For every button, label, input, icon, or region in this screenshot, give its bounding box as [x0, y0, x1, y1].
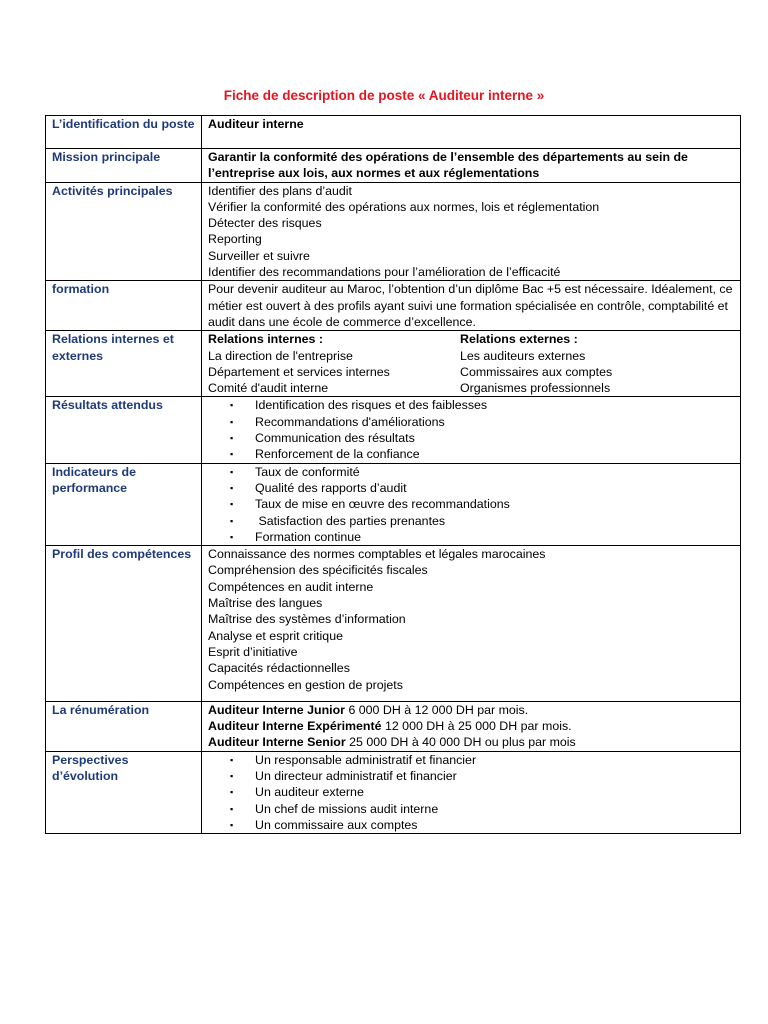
list-item: ▪ Un responsable administratif et financier	[230, 752, 477, 767]
list-item: ▪ Un commissaire aux comptes	[230, 817, 418, 832]
list-item: ▪ Un chef de missions audit interne	[230, 801, 439, 816]
row-value: Auditeur interne	[202, 116, 741, 149]
bullet-list	[208, 464, 734, 545]
row-label: formation	[46, 281, 202, 331]
row-label: Résultats attendus	[46, 397, 202, 463]
row-value	[202, 701, 741, 751]
row-label: L’identification du poste	[46, 116, 202, 149]
bullet-icon: ▪	[230, 819, 234, 830]
row-formation	[46, 281, 741, 331]
list-item: Connaissance des normes comptables et légales marocaines	[208, 547, 546, 562]
bullet-icon: ▪	[230, 433, 234, 444]
list-item: Compétences en gestion de projets	[208, 677, 403, 692]
bullet-icon: ▪	[230, 787, 234, 798]
bullet-icon: ▪	[230, 531, 234, 542]
relations-grid	[208, 331, 734, 396]
bullet-icon: ▪	[230, 416, 234, 427]
list-item: Vérifier la conformité des opérations aux normes, lois et réglementation	[208, 199, 600, 214]
row-label: Relations internes et externes	[46, 331, 202, 397]
row-value	[202, 397, 741, 463]
list-item: Compréhension des spécificités fiscales	[208, 563, 428, 578]
salary-line: Auditeur Interne Senior 25 000 DH à 40 000 DH ou plus par mois	[208, 735, 576, 750]
bullet-icon: ▪	[230, 449, 234, 460]
row-value: Pour devenir auditeur au Maroc, l’obtention d’un diplôme Bac +5 est nécessaire. Idéalement, ce métier est ouvert à des profils ayant suivi une formation spécialisée en contrôle, comptabilité et audit dans une école de commerce d’excellence.	[202, 281, 741, 331]
list-item: ▪ Communication des résultats	[230, 431, 415, 446]
bullet-icon: ▪	[230, 482, 234, 493]
list-item: Les auditeurs externes	[460, 348, 586, 363]
list-item: Compétences en audit interne	[208, 579, 374, 594]
bullet-icon: ▪	[230, 515, 234, 526]
bullet-icon: ▪	[230, 770, 234, 781]
list-item: Maîtrise des systèmes d’information	[208, 612, 406, 627]
row-label: Activités principales	[46, 182, 202, 281]
list-item: ▪ Taux de mise en œuvre des recommandations	[230, 497, 510, 512]
bullet-icon: ▪	[230, 400, 234, 411]
row-relations	[46, 331, 741, 397]
bullet-icon: ▪	[230, 466, 234, 477]
list-item: Organismes professionnels	[460, 381, 611, 396]
row-label: Profil des compétences	[46, 546, 202, 702]
row-identification	[46, 116, 741, 149]
row-mission	[46, 149, 741, 183]
row-remuneration	[46, 701, 741, 751]
row-label: Perspectives d’évolution	[46, 751, 202, 833]
list-item: ▪ Recommandations d'améliorations	[230, 414, 445, 429]
row-label: La rénumération	[46, 701, 202, 751]
relations-externes-title: Relations externes :	[460, 332, 578, 347]
row-resultats	[46, 397, 741, 463]
list-item: Département et services internes	[208, 364, 390, 379]
list-item: ▪ Un directeur administratif et financier	[230, 768, 457, 783]
row-label: Indicateurs de performance	[46, 463, 202, 545]
row-value	[202, 751, 741, 833]
relations-internes	[208, 331, 460, 396]
row-value	[202, 546, 741, 702]
list-item: ▪ Formation continue	[230, 529, 362, 544]
row-value	[202, 463, 741, 545]
salary-line: Auditeur Interne Expérimenté 12 000 DH à 25 000 DH par mois.	[208, 719, 572, 734]
row-profil	[46, 546, 741, 702]
list-item: ▪ Qualité des rapports d’audit	[230, 480, 407, 495]
row-label: Mission principale	[46, 149, 202, 183]
list-item: ▪ Taux de conformité	[230, 464, 360, 479]
document-title: Fiche de description de poste « Auditeur interne »	[223, 88, 545, 103]
list-item: La direction de l'entreprise	[208, 348, 353, 363]
list-item: Surveiller et suivre	[208, 248, 310, 263]
row-perspectives	[46, 751, 741, 833]
bullet-icon: ▪	[230, 803, 234, 814]
list-item: Maîtrise des langues	[208, 596, 323, 611]
list-item: Identifier des recommandations pour l’amélioration de l’efficacité	[208, 265, 561, 280]
row-value	[202, 331, 741, 397]
list-item: Identifier des plans d’audit	[208, 183, 352, 198]
row-indicateurs	[46, 463, 741, 545]
list-item: Comité d'audit interne	[208, 381, 329, 396]
row-activites	[46, 182, 741, 281]
bullet-icon: ▪	[230, 754, 234, 765]
bullet-icon: ▪	[230, 499, 234, 510]
bullet-list	[208, 752, 734, 833]
list-item: Commissaires aux comptes	[460, 364, 613, 379]
relations-externes	[460, 331, 734, 396]
list-item: ▪ Renforcement de la confiance	[230, 447, 420, 462]
list-item: ▪ Identification des risques et des faiblesses	[230, 398, 488, 413]
bullet-list	[208, 397, 734, 462]
row-value	[202, 182, 741, 281]
list-item: Analyse et esprit critique	[208, 628, 343, 643]
list-item: ▪ Un auditeur externe	[230, 785, 364, 800]
job-description-table	[45, 115, 741, 834]
list-item: Détecter des risques	[208, 216, 322, 231]
list-item: Esprit d’initiative	[208, 644, 298, 659]
salary-line: Auditeur Interne Junior 6 000 DH à 12 000 DH par mois.	[208, 702, 529, 717]
row-value: Garantir la conformité des opérations de l’ensemble des départements au sein de l’entreprise aux lois, aux normes et aux réglementations	[202, 149, 741, 183]
list-item: Reporting	[208, 232, 262, 247]
relations-internes-title: Relations internes :	[208, 332, 323, 347]
list-item: ▪ Satisfaction des parties prenantes	[230, 513, 446, 528]
list-item: Capacités rédactionnelles	[208, 661, 350, 676]
